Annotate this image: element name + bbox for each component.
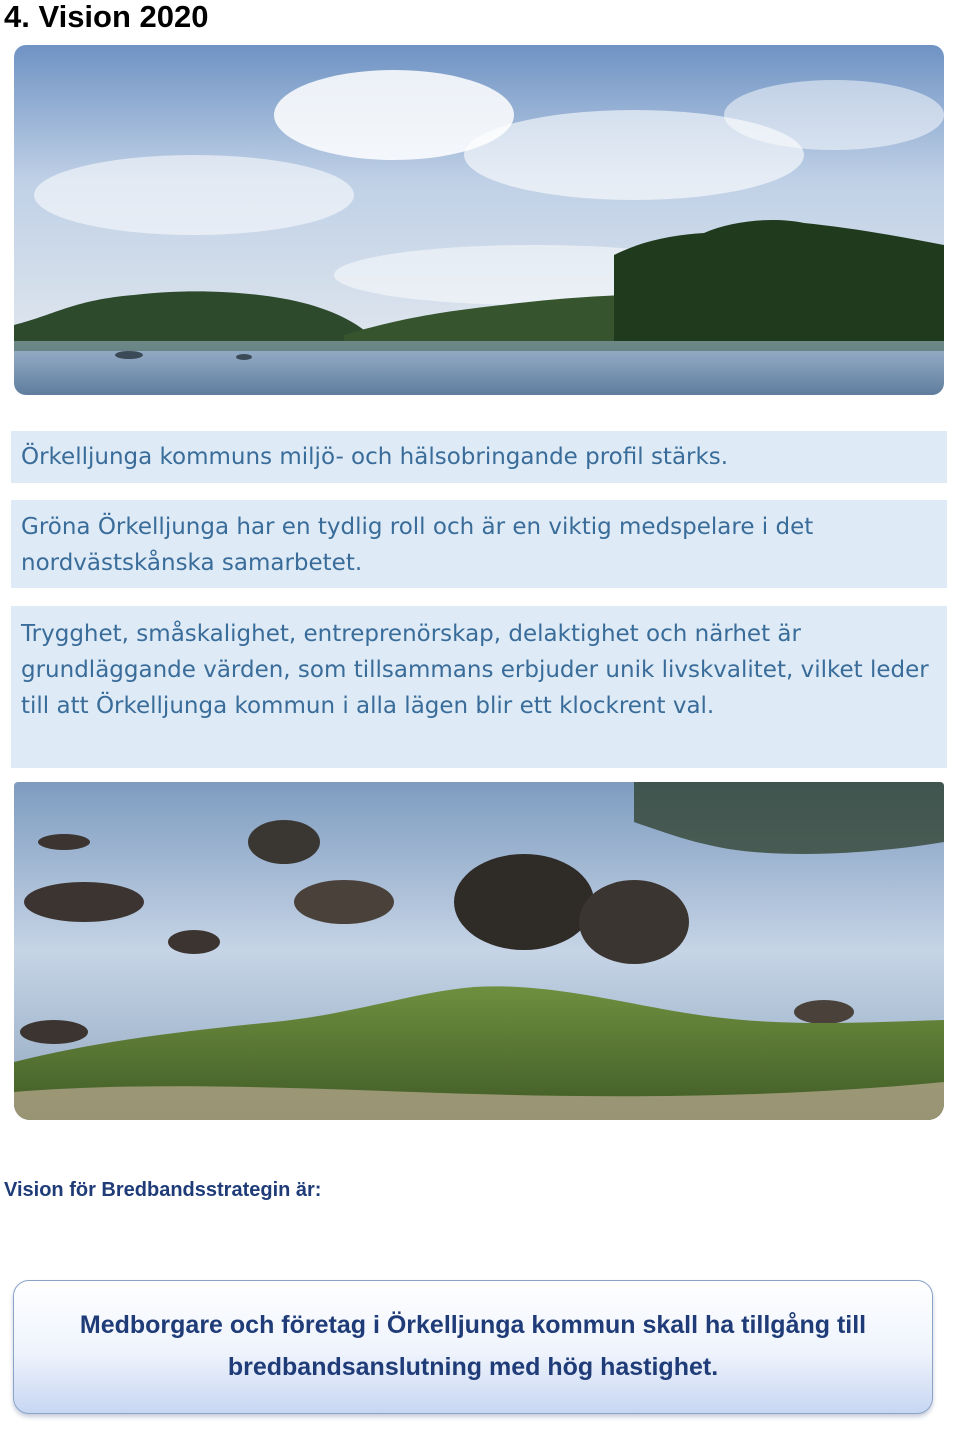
profile-statement-2: Gröna Örkelljunga har en tydlig roll och är en viktig medspelare i det nordvästskånska samarbetet. (11, 500, 947, 588)
page-heading: 4. Vision 2020 (4, 0, 209, 34)
strategy-intro: Vision för Bredbandsstrategin är: (4, 1179, 322, 1201)
lake-shore-rocks-photo (14, 782, 944, 1120)
lake-landscape-photo (14, 45, 944, 395)
vision-statement-box (13, 1280, 933, 1414)
profile-statement-3: Trygghet, småskalighet, entreprenörskap, delaktighet och närhet är grundläggande värden, som tillsammans erbjuder unik livskvalitet, vilket leder till att Örkelljunga kommun i alla lägen blir ett klockrent val. (11, 606, 947, 768)
profile-statement-1: Örkelljunga kommuns miljö- och hälsobringande profil stärks. (11, 431, 947, 483)
vision-statement: Medborgare och företag i Örkelljunga kommun skall ha tillgång till bredbandsanslutning med hög hastighet. (79, 1311, 867, 1381)
